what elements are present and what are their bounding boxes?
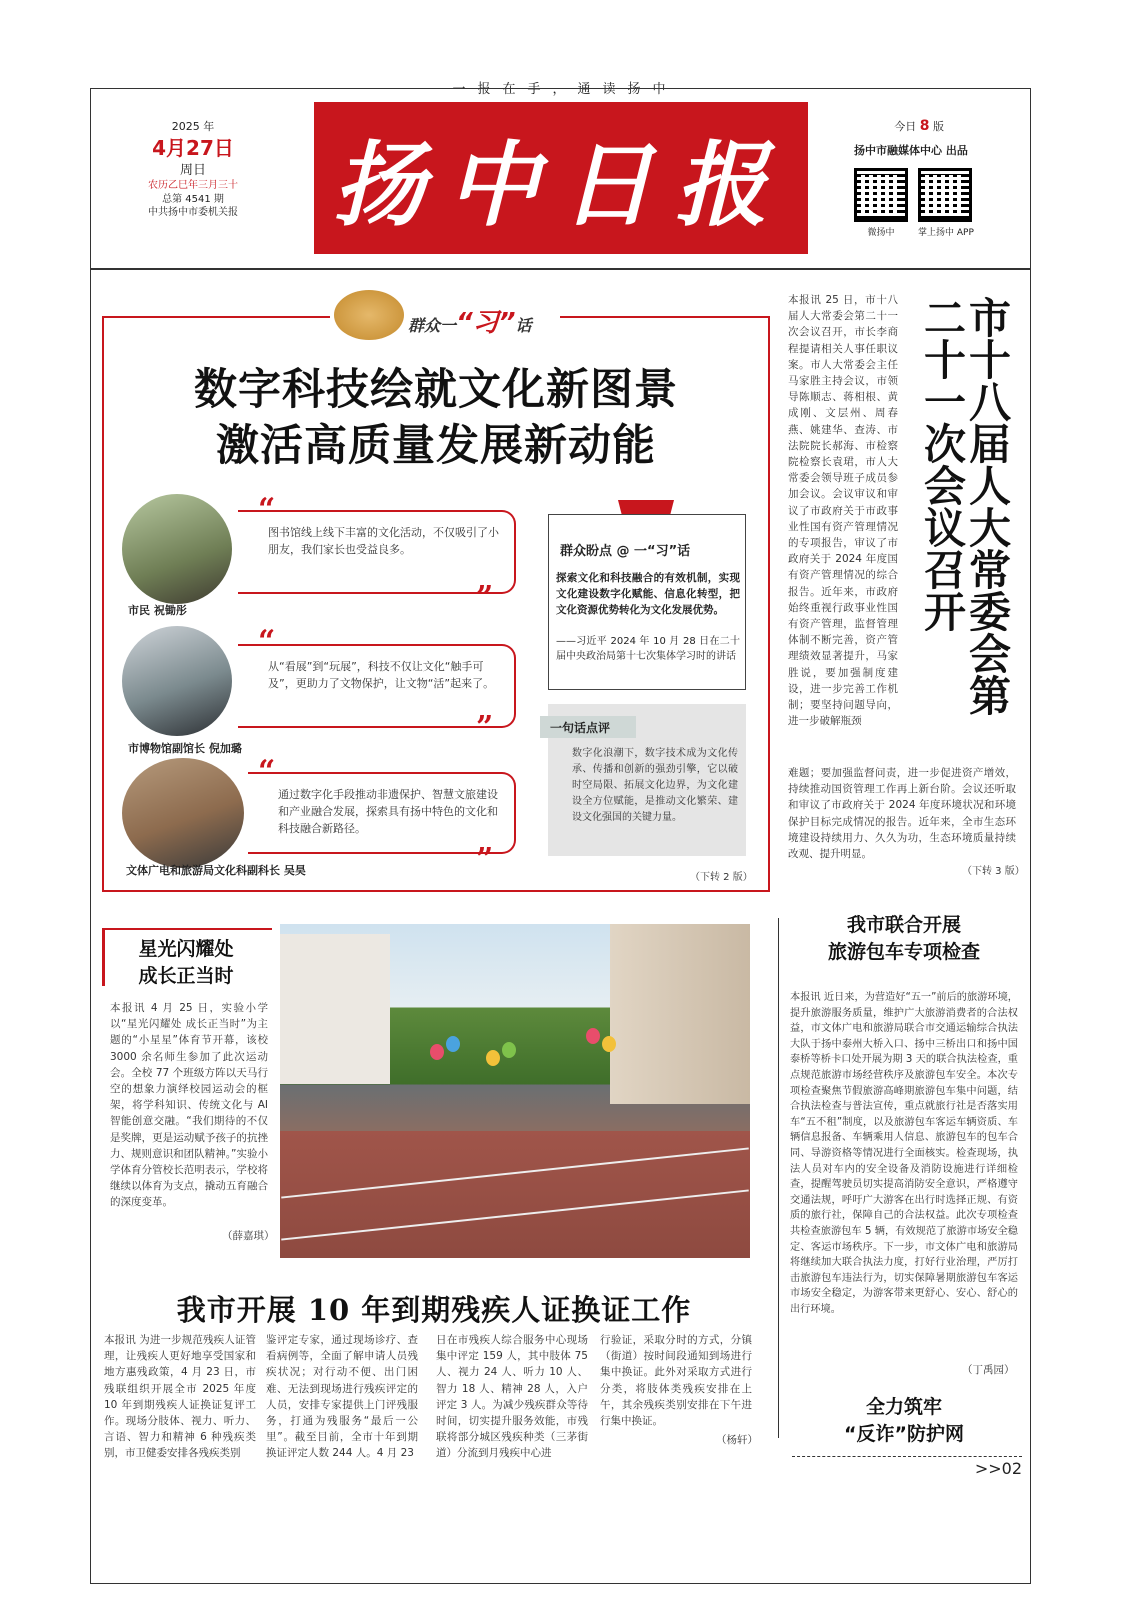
slogan: 一报在手，通读扬中 [452, 82, 678, 97]
book-icon [334, 290, 404, 340]
quote-1-caption: 市民 祝锄彤 [128, 604, 187, 617]
column-name: 群众一“习”话 [408, 308, 532, 338]
balloon-shape [486, 1050, 500, 1066]
continued-note: （下转 2 版） [690, 872, 753, 883]
year: 2025 年 [171, 120, 215, 133]
sports-day-photo [280, 924, 750, 1258]
quote-2: 从“看展”到“玩展”，科技不仅让文化“触手可及”，更助力了文物保护，让文物“活”起来了。 [238, 644, 516, 728]
qr1-label: 微扬中 [867, 228, 895, 238]
tour-author: （丁禹园） [962, 1364, 1015, 1376]
track-line [281, 1189, 749, 1240]
lead-body-narrow: 本报讯 25 日，市十八届人大常委会第二十一次会议召开，市长李商程提请相关人事任职议案。市人大常委会主任马家胜主持会议，市领导陈顺志、蒋相根、黄成刚、文层州、周春燕、姚建华、查涛、市法院院长郝海、市检察院检察长袁珺，市人大常委会领导班子成员参加会议。会议审议和审议了市政府关于市政事业性国有资产管理情况的专项报告，审议了市政府关于 2024 年度国有资产管理情况的综合报告。近年来，市政府始终重视行政事业性国有资产管理，监督管理体制不断完善，资产管理绩效显著提升，马家胜说，要加强制度建设，进一步完善工作机制；要坚持问题导向，进一步破解瓶颈 [788, 294, 898, 728]
balloon-shape [502, 1042, 516, 1058]
weekday: 周日 [179, 162, 206, 178]
month-day: 4月27日 [152, 135, 234, 160]
issue-number: 总第 4541 期 [162, 193, 224, 205]
balloon-shape [430, 1044, 444, 1060]
lead-headline[interactable]: 市十八届人大常委会第二十一次会议召开 [918, 296, 1012, 716]
close-quote-icon: ” [476, 842, 494, 877]
qr-code-wechat[interactable] [854, 168, 908, 222]
open-quote-icon: “ [258, 754, 276, 789]
disab-author: （杨轩） [716, 1434, 758, 1446]
publisher-block [854, 118, 1004, 238]
org-name: 中共扬中市委机关报 [148, 207, 238, 219]
header-divider [91, 268, 1030, 270]
close-quote-icon: ” [476, 710, 494, 745]
quote-3: 通过数字化手段推动非遗保护、智慧文旅建设和产业融合发展，探索具有扬中特色的文化和科技融合新路径。 [248, 772, 516, 854]
feature-headline[interactable]: 数字科技绘就文化新图景 激活高质量发展新动能 [194, 365, 678, 471]
comment-tag: 一句话点评 [540, 716, 636, 738]
masthead: 扬中日报 [314, 102, 808, 254]
star-headline[interactable]: 星光闪耀处 成长正当时 [138, 938, 234, 987]
balloon-shape [446, 1036, 460, 1052]
disab-col-1: 本报讯 为进一步规范残疾人证管理，让残疾人更好地享受国家和地方惠残政策，4 月 23 日，市残联组织开展全市 2025 年度 10 年到期残疾人证换证复评工作。现场分肢体、视力、听力、言语、智力和精神 6 种残疾类别，市卫健委安排各残疾类别 [104, 1334, 256, 1460]
column-divider [778, 918, 779, 1438]
star-body: 本报讯 4 月 25 日，实验小学以“星光闪耀处 成长正当时”为主题的“小星星”体育节开幕，该校 3000 余名师生参加了此次运动会。全校 77 个班级方阵以天马行空的想象力演绎校园运动会的框架，将学科知识、传统文化与 AI 智能创意交融。“我们期待的不仅是奖牌，更是运动赋予孩子的抗挫力、规则意识和团队精神。”实验小学体育分管校长范明表示，学校将继续以体育为支点，撬动五育融合的深度变革。 [110, 1002, 268, 1209]
star-author: （薛嘉琪） [222, 1230, 275, 1242]
quote-2-caption: 市博物馆副馆长 倪加璐 [128, 742, 242, 755]
anti-fraud-teaser[interactable]: 全力筑牢 “反诈”防护网 [844, 1396, 964, 1445]
lead-body-wide: 难题；要加强监督问责，进一步促进资产增效，持续推动国资管理工作再上新台阶。会议还听取和审议了市政府关于 2024 年度环境状况和环境保护目标完成情况的报告。近年来，全市生态环境建设持续用力、久久为功，生态环境质量持续改观、提升明显。 [788, 767, 1016, 861]
lunar-date: 农历乙巳年三月三十 [148, 180, 238, 192]
tour-headline[interactable]: 我市联合开展 旅游包车专项检查 [827, 914, 980, 963]
disab-col-3: 日在市残疾人综合服务中心现场集中评定 159 人，其中肢体 75 人、视力 24 人、听力 10 人、智力 18 人、精神 28 人，入户评定 3 人。为减少残疾群众等待时间，切实提升服务效能，市残联将部分城区残疾种类（三茅街道）分流到月残疾中心进 [436, 1334, 588, 1460]
close-quote-icon: ” [476, 580, 494, 615]
comment-body: 数字化浪潮下，数字技术成为文化传承、传播和创新的强劲引擎，它以破时空局限、拓展文化边界，为文化建设全方位赋能，是推动文化繁荣、建设文化强国的关键力量。 [572, 748, 738, 823]
tour-body: 本报讯 近日来，为营造好“五一”前后的旅游环境，提升旅游服务质量，维护广大旅游消费者的合法权益，市文体广电和旅游局联合市交通运输综合执法大队于扬中泰州大桥入口、扬中三桥出口和扬中国泰桥等桥卡口处开展为期 3 天的联合执法检查，重点规范旅游市场经营秩序及旅游包车安全。本次专项检查聚焦节假旅游高峰期旅游包车集中问题，结合执法检查与普法宣传，重点就旅行社是否落实用车“五不租”制度，以及旅游包车客运车辆资质、车辆信息报备、车辆乘用人信息、旅游包车的包车合同、导游资格等情况进行全面核实。检查现场，执法人员对车内的安全设备及消防设施进行详细检查，提醒驾驶员切实提高消防安全意识，严格遵守交通法规，呼吁广大游客在出行时选择正规、有资质的旅行社，保障自己的合法权益。此次专项检查共检查旅游包车 5 辆，有效规范了旅游市场安全稳定、客运市场秩序。下一步，市文体广电和旅游局将继续加大联合执法力度，打好行业治理，严厉打击旅游包车违法行为，切实保障暑期旅游包车客运市场安全稳定，为游客带来更舒心、安心、舒心的出行环境。 [790, 992, 1018, 1315]
avatar-culture-official [122, 758, 244, 868]
disab-headline[interactable]: 我市开展 10 年到期残疾人证换证工作 [176, 1293, 692, 1327]
building-shape [280, 934, 390, 1084]
points-title: 群众盼点 @ 一“习”话 [560, 544, 691, 559]
building-shape [610, 924, 750, 1104]
disab-col-2: 鉴评定专家，通过现场诊疗、查看病例等，全面了解申请人员残疾状况；对行动不便、出门困难、无法到现场进行残疾评定的人员，安排专家提供上门评残服务，打通为残服务“最后一公里”。截至目前，全市十年到期换证评定人数 244 人。4 月 23 [266, 1334, 418, 1460]
balloon-shape [602, 1036, 616, 1052]
qr-code-app[interactable] [918, 168, 972, 222]
page-count: 今日 8 版 [894, 118, 944, 134]
points-body: 探索文化和科技融合的有效机制，实现文化建设数字化赋能、信息化转型，把文化资源优势转化为文化发展优势。 [556, 572, 740, 616]
track-line [281, 1147, 749, 1198]
avatar-museum [122, 626, 232, 736]
disab-col-4: 行验证，采取分时的方式，分镇（街道）按时间段通知到场进行集中换证。此外对采取方式进行分类，将肢体类残疾安排在上午，其余残疾类别安排在下午进行集中换证。 [600, 1334, 752, 1428]
quote-3-caption: 文体广电和旅游局文化科副科长 吴昊 [126, 864, 306, 877]
open-quote-icon: “ [258, 624, 276, 659]
balloon-shape [586, 1028, 600, 1044]
more-link[interactable]: >>02 [792, 1456, 1022, 1478]
publisher: 扬中市融媒体中心 出品 [854, 144, 968, 157]
lead-continued: （下转 3 版） [962, 866, 1025, 877]
date-block [118, 120, 268, 220]
avatar-citizen [122, 494, 232, 604]
qr2-label: 掌上扬中 APP [918, 228, 974, 238]
points-source: ——习近平 2024 年 10 月 28 日在二十届中央政治局第十七次集体学习时的讲话 [556, 636, 740, 662]
open-quote-icon: “ [258, 492, 276, 527]
quote-1: 图书馆线上线下丰富的文化活动，不仅吸引了小朋友，我们家长也受益良多。 [238, 510, 516, 594]
